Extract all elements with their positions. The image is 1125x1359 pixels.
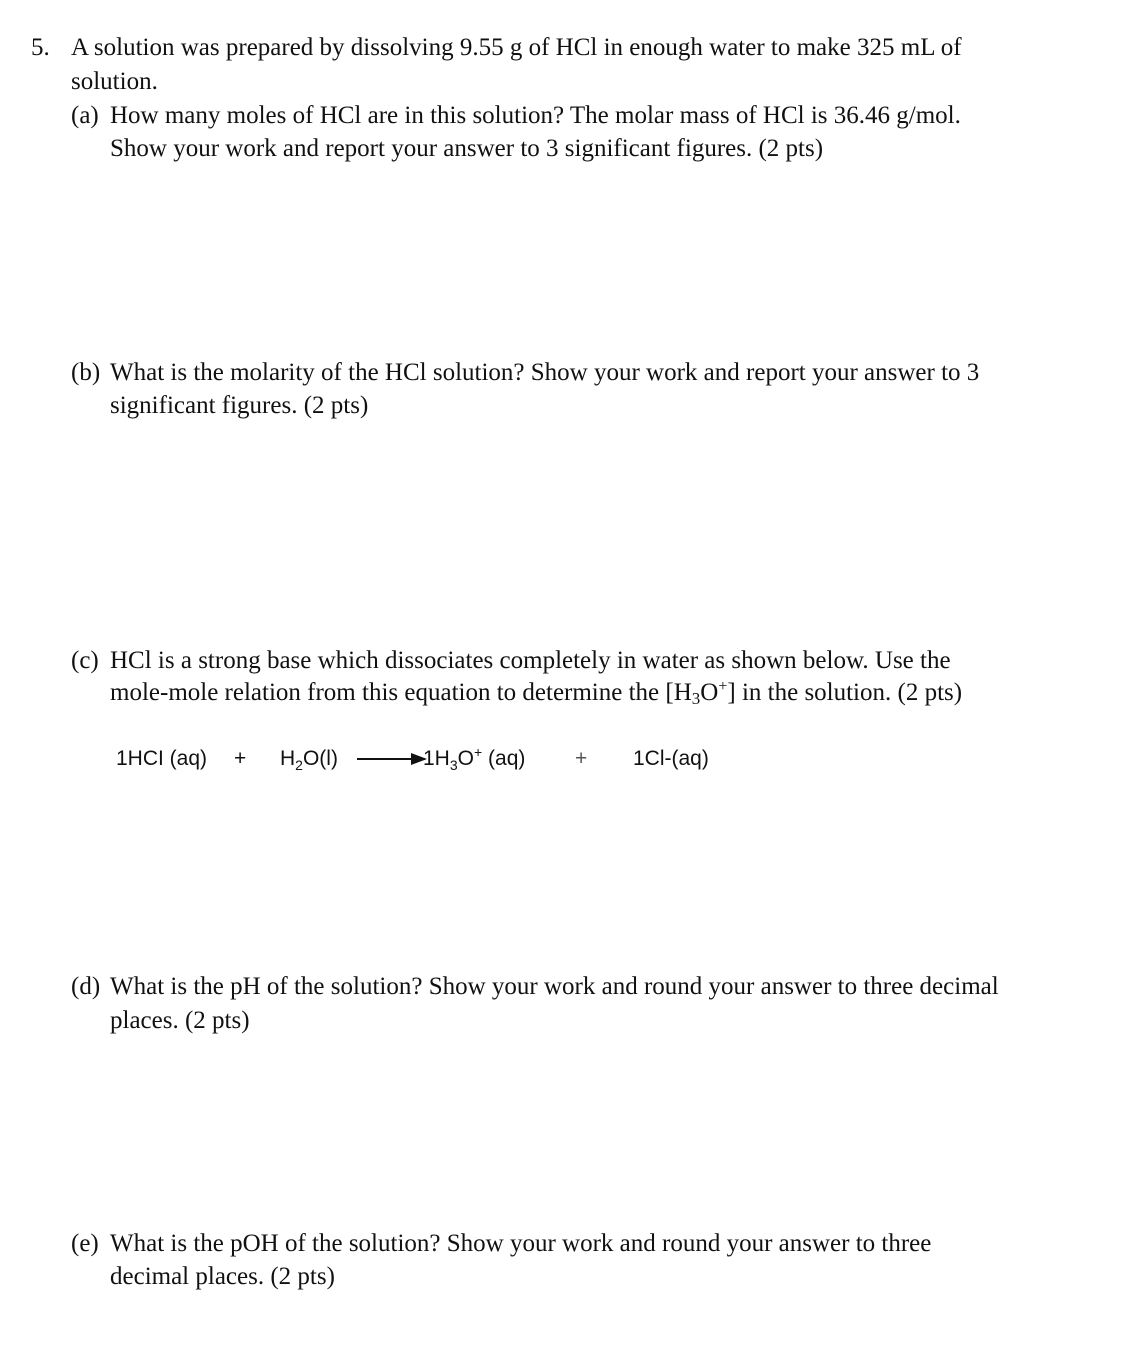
equation-hydronium-subscript: 3 bbox=[449, 757, 458, 773]
equation-product-hydronium bbox=[423, 744, 525, 775]
part-e-line-1: What is the pOH of the solution? Show your work and round your answer to three bbox=[110, 1230, 932, 1257]
part-a-line-1: How many moles of HCl are in this solution? The molar mass of HCl is 36.46 g/mol. bbox=[110, 102, 961, 129]
question-stem-line-2: solution. bbox=[71, 68, 158, 95]
part-b-label: (b) bbox=[71, 359, 101, 386]
equation-product-chloride: 1Cl-(aq) bbox=[633, 747, 709, 770]
part-b-line-2: significant figures. (2 pts) bbox=[110, 392, 369, 419]
equation-water-h: H bbox=[280, 747, 296, 770]
equation-water-o: O(l) bbox=[302, 747, 338, 770]
dissociation-equation bbox=[0, 744, 1125, 774]
part-d-line-2: places. (2 pts) bbox=[110, 1007, 250, 1034]
part-b-line-1: What is the molarity of the HCl solution? Show your work and report your answer to 3 bbox=[110, 359, 980, 386]
part-c-line-2-before: mole-mole relation from this equation to determine the [H bbox=[110, 679, 692, 706]
equation-plus-2: + bbox=[575, 747, 588, 770]
part-c-line-2-mid: O bbox=[700, 679, 719, 706]
reaction-arrow-icon bbox=[357, 758, 425, 760]
equation-plus-1: + bbox=[234, 747, 247, 770]
question-stem-line-1: A solution was prepared by dissolving 9.55 g of HCl in enough water to make 325 mL of bbox=[71, 34, 962, 61]
equation-reactant-water bbox=[280, 744, 338, 775]
part-e-label: (e) bbox=[71, 1230, 99, 1257]
equation-water-subscript: 2 bbox=[295, 757, 303, 773]
question-number: 5. bbox=[31, 34, 50, 61]
part-a-label: (a) bbox=[71, 102, 99, 129]
equation-hydronium-o: O bbox=[457, 747, 474, 770]
equation-reactant-hcl: 1HCI (aq) bbox=[116, 747, 208, 770]
part-d-label: (d) bbox=[71, 973, 101, 1000]
part-a-line-2: Show your work and report your answer to 3 significant figures. (2 pts) bbox=[110, 135, 824, 162]
part-d-line-1: What is the pH of the solution? Show your work and round your answer to three decimal bbox=[110, 973, 999, 1000]
equation-hydronium-h: 1H bbox=[423, 747, 450, 770]
part-c-line-2 bbox=[110, 678, 962, 711]
part-c-line-2-after: ] in the solution. (2 pts) bbox=[727, 679, 963, 706]
part-c-label: (c) bbox=[71, 647, 99, 674]
part-e-line-2: decimal places. (2 pts) bbox=[110, 1263, 335, 1290]
part-c-line-2-superscript: + bbox=[718, 678, 728, 695]
part-c-line-1: HCl is a strong base which dissociates completely in water as shown below. Use the bbox=[110, 647, 951, 674]
equation-hydronium-state: (aq) bbox=[482, 747, 526, 770]
part-c-line-2-subscript: 3 bbox=[691, 689, 701, 708]
equation-hydronium-superscript: + bbox=[474, 744, 483, 760]
